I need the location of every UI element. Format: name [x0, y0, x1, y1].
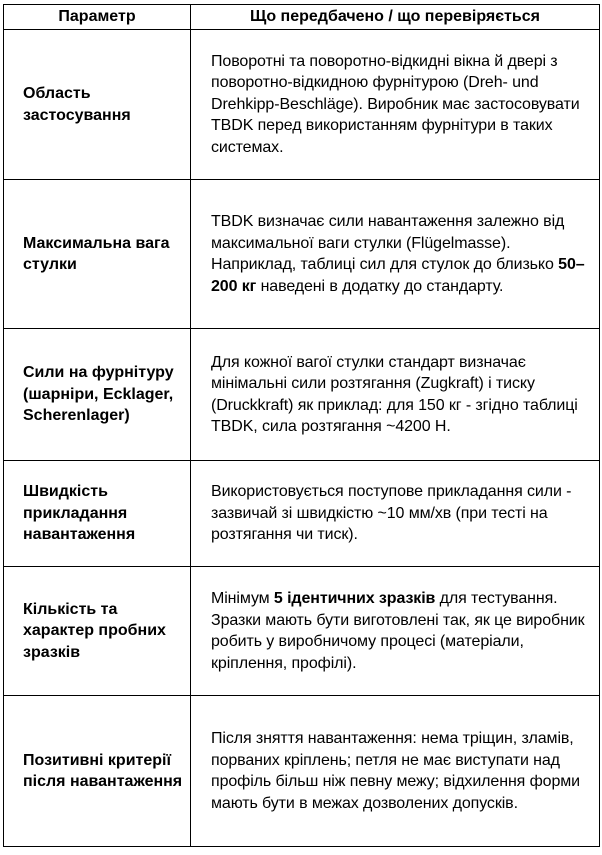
table-header-row [4, 5, 600, 30]
description-text: Мінімум [211, 590, 274, 607]
description-bold-text: 5 ідентичних зразків [273, 590, 436, 607]
description-text: наведені в додатку до стандарту. [256, 277, 504, 295]
description-cell [191, 696, 600, 847]
table-row [4, 567, 600, 696]
table-row [4, 696, 600, 847]
description-text: Після зняття навантаження: нема тріщин, зламів, порваних кріплень; петля не має виступати над профіль більш ніж певну межу; відхилення форми мають бути в межах дозволених допусків. [211, 730, 580, 812]
description-bold-text: 50–200 кг [211, 256, 585, 295]
description-text: Поворотні та поворотно-відкидні вікна й двері з поворотно-відкидною фурнітурою (Dreh- und Drehkipp-Beschläge). Виробник має застосовувати TBDK перед використанням фурнітури в таких системах. [211, 52, 580, 156]
description-cell [191, 567, 600, 696]
table-row [4, 329, 600, 461]
parameter-cell: Швидкість прикладання навантаження [4, 461, 191, 567]
description-cell [191, 329, 600, 461]
parameter-cell: Кількість та характер пробних зразків [4, 567, 191, 696]
table-row [4, 30, 600, 180]
requirements-table [3, 4, 600, 847]
description-text: TBDK визначає сили навантаження залежно від максимальної ваги стулки (Flügelmasse). Наприклад, таблиці сил для стулок до близько [211, 213, 565, 273]
description-text: Використовується поступове прикладання сили - зазвичай зі швидкістю ~10 мм/хв (при тесті на розтягання чи тиск). [211, 483, 572, 544]
column-header-description: Що передбачено / що перевіряється [191, 5, 600, 30]
parameter-cell: Область застосування [4, 30, 191, 180]
column-header-parameter: Параметр [4, 5, 191, 30]
description-text: Для кожної вагої стулки стандарт визначає мінімальні сили розтягання (Zugkraft) і тиску (Druckkraft) як приклад: для 150 кг - згідно таблиці TBDK, сила розтягання ~4200 Н. [211, 353, 578, 435]
description-cell [191, 180, 600, 329]
parameter-cell: Сили на фурнітуру (шарніри, Ecklager, Scherenlager) [4, 329, 191, 461]
description-cell [191, 461, 600, 567]
description-cell [191, 30, 600, 180]
parameter-cell: Позитивні критерії після навантаження [4, 696, 191, 847]
table-row [4, 180, 600, 329]
description-text: для тестування. Зразки мають бути виготовлені так, як це виробник робить у виробничому процесі (матеріали, кріплення, профілі). [211, 590, 585, 672]
parameter-cell: Максимальна вага стулки [4, 180, 191, 329]
table-row [4, 461, 600, 567]
